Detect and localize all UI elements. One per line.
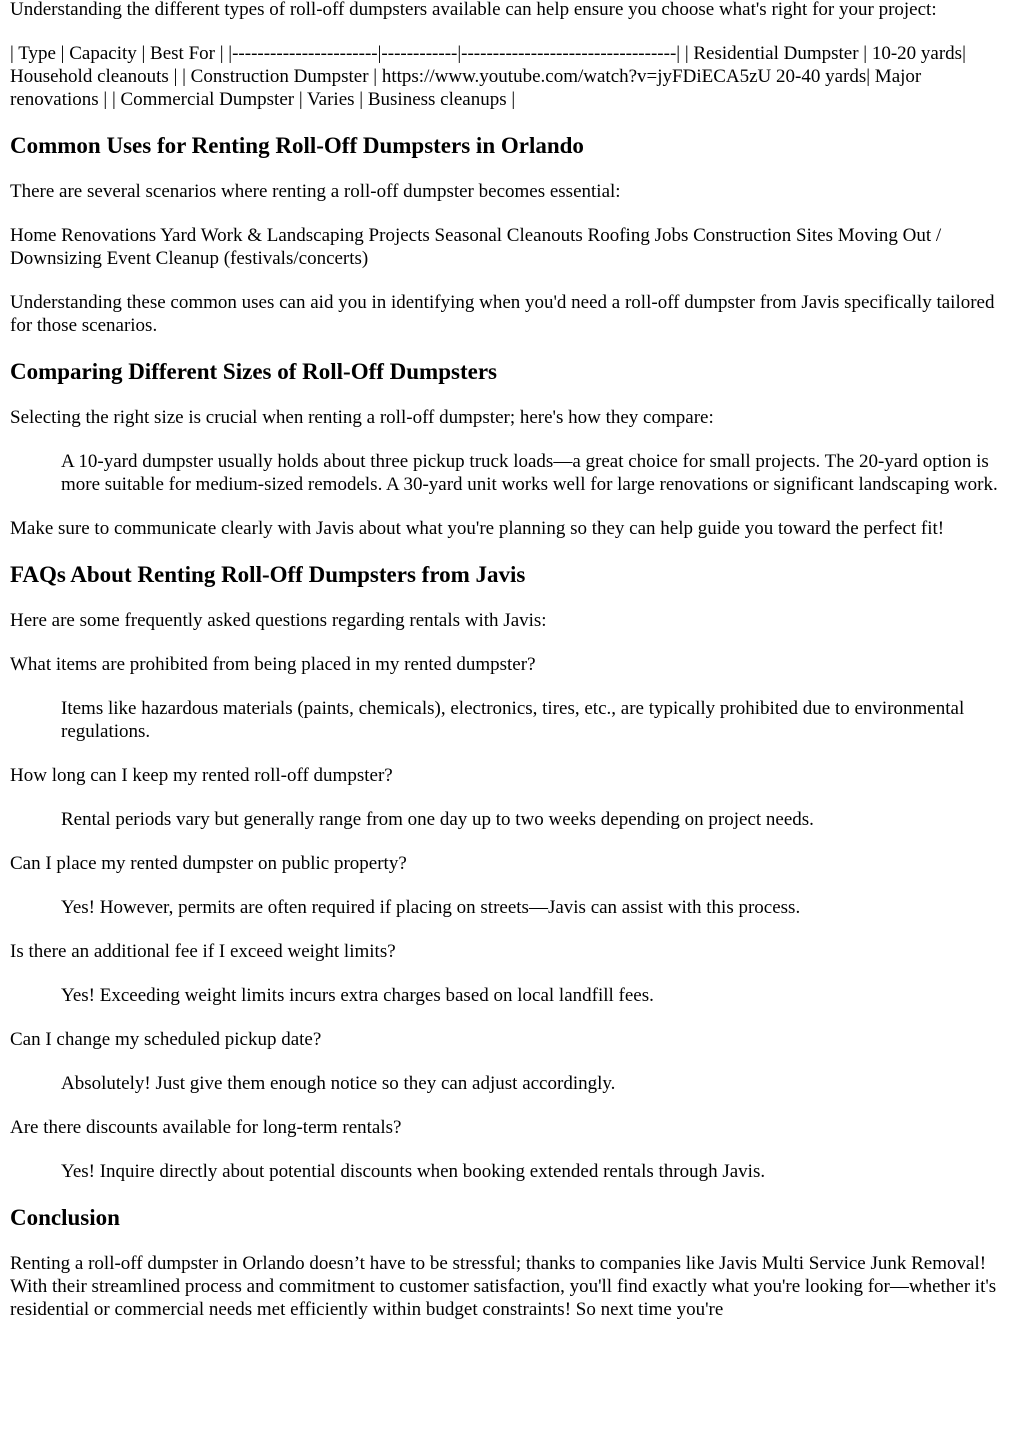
faq-question: Can I place my rented dumpster on public property? bbox=[10, 853, 407, 874]
heading-comparing-sizes: Comparing Different Sizes of Roll-Off Dumpsters bbox=[10, 359, 497, 384]
faq-question: How long can I keep my rented roll-off dumpster? bbox=[10, 765, 393, 786]
heading-faqs: FAQs About Renting Roll-Off Dumpsters from Javis bbox=[10, 562, 526, 587]
uses-list-paragraph: Home Renovations Yard Work & Landscaping Projects Seasonal Cleanouts Roofing Jobs Construction Sites Moving Out / Downsizing Event Cleanup (festivals/concerts) bbox=[10, 225, 942, 269]
uses-closing-paragraph: Understanding these common uses can aid you in identifying when you'd need a roll-off dumpster from Javis specifically tailored for those scenarios. bbox=[10, 292, 995, 336]
conclusion-paragraph: Renting a roll-off dumpster in Orlando doesn’t have to be stressful; thanks to companies like Javis Multi Service Junk Removal! With their streamlined process and commitment to customer satisfaction, you'll find exactly what you're looking for—whether it's residential or commercial needs met efficiently within budget constraints! So next time you're bbox=[10, 1253, 997, 1320]
faq-answer: Rental periods vary but generally range from one day up to two weeks depending on project needs. bbox=[61, 809, 814, 830]
sizes-closing-paragraph: Make sure to communicate clearly with Javis about what you're planning so they can help guide you toward the perfect fit! bbox=[10, 518, 945, 539]
sizes-lead-paragraph: Selecting the right size is crucial when renting a roll-off dumpster; here's how they compare: bbox=[10, 407, 714, 428]
heading-conclusion: Conclusion bbox=[10, 1205, 120, 1230]
intro-paragraph: Understanding the different types of roll-off dumpsters available can help ensure you choose what's right for your project: bbox=[10, 0, 937, 20]
heading-common-uses: Common Uses for Renting Roll-Off Dumpsters in Orlando bbox=[10, 133, 584, 158]
faq-answer: Absolutely! Just give them enough notice so they can adjust accordingly. bbox=[61, 1073, 616, 1094]
faq-answer: Yes! Inquire directly about potential discounts when booking extended rentals through Javis. bbox=[61, 1161, 766, 1182]
faq-answer: Yes! Exceeding weight limits incurs extra charges based on local landfill fees. bbox=[61, 985, 654, 1006]
faqs-lead-paragraph: Here are some frequently asked questions regarding rentals with Javis: bbox=[10, 610, 547, 631]
faq-question: What items are prohibited from being placed in my rented dumpster? bbox=[10, 654, 536, 675]
faq-question: Is there an additional fee if I exceed weight limits? bbox=[10, 941, 396, 962]
faq-answer: Yes! However, permits are often required if placing on streets—Javis can assist with this process. bbox=[61, 897, 801, 918]
sizes-blockquote: A 10-yard dumpster usually holds about three pickup truck loads—a great choice for small projects. The 20-yard option is more suitable for medium-sized remodels. A 30-yard unit works well for large renovations or significant landscaping work. bbox=[61, 451, 998, 495]
dumpster-types-table-text: | Type | Capacity | Best For | |-----------------------|------------|----------------------------------| | Residential Dumpster | 10-20 yards| Household cleanouts | | Construction Dumpster | https://www.youtube.com/watch?v=jyFDiECA5zU 20-40 yards| Major renovations | | Commercial Dumpster | Varies | Business cleanups | bbox=[10, 43, 966, 110]
faq-answer: Items like hazardous materials (paints, chemicals), electronics, tires, etc., are typically prohibited due to environmental regulations. bbox=[61, 698, 965, 742]
uses-lead-paragraph: There are several scenarios where renting a roll-off dumpster becomes essential: bbox=[10, 181, 621, 202]
faq-question: Can I change my scheduled pickup date? bbox=[10, 1029, 322, 1050]
faq-question: Are there discounts available for long-term rentals? bbox=[10, 1117, 402, 1138]
